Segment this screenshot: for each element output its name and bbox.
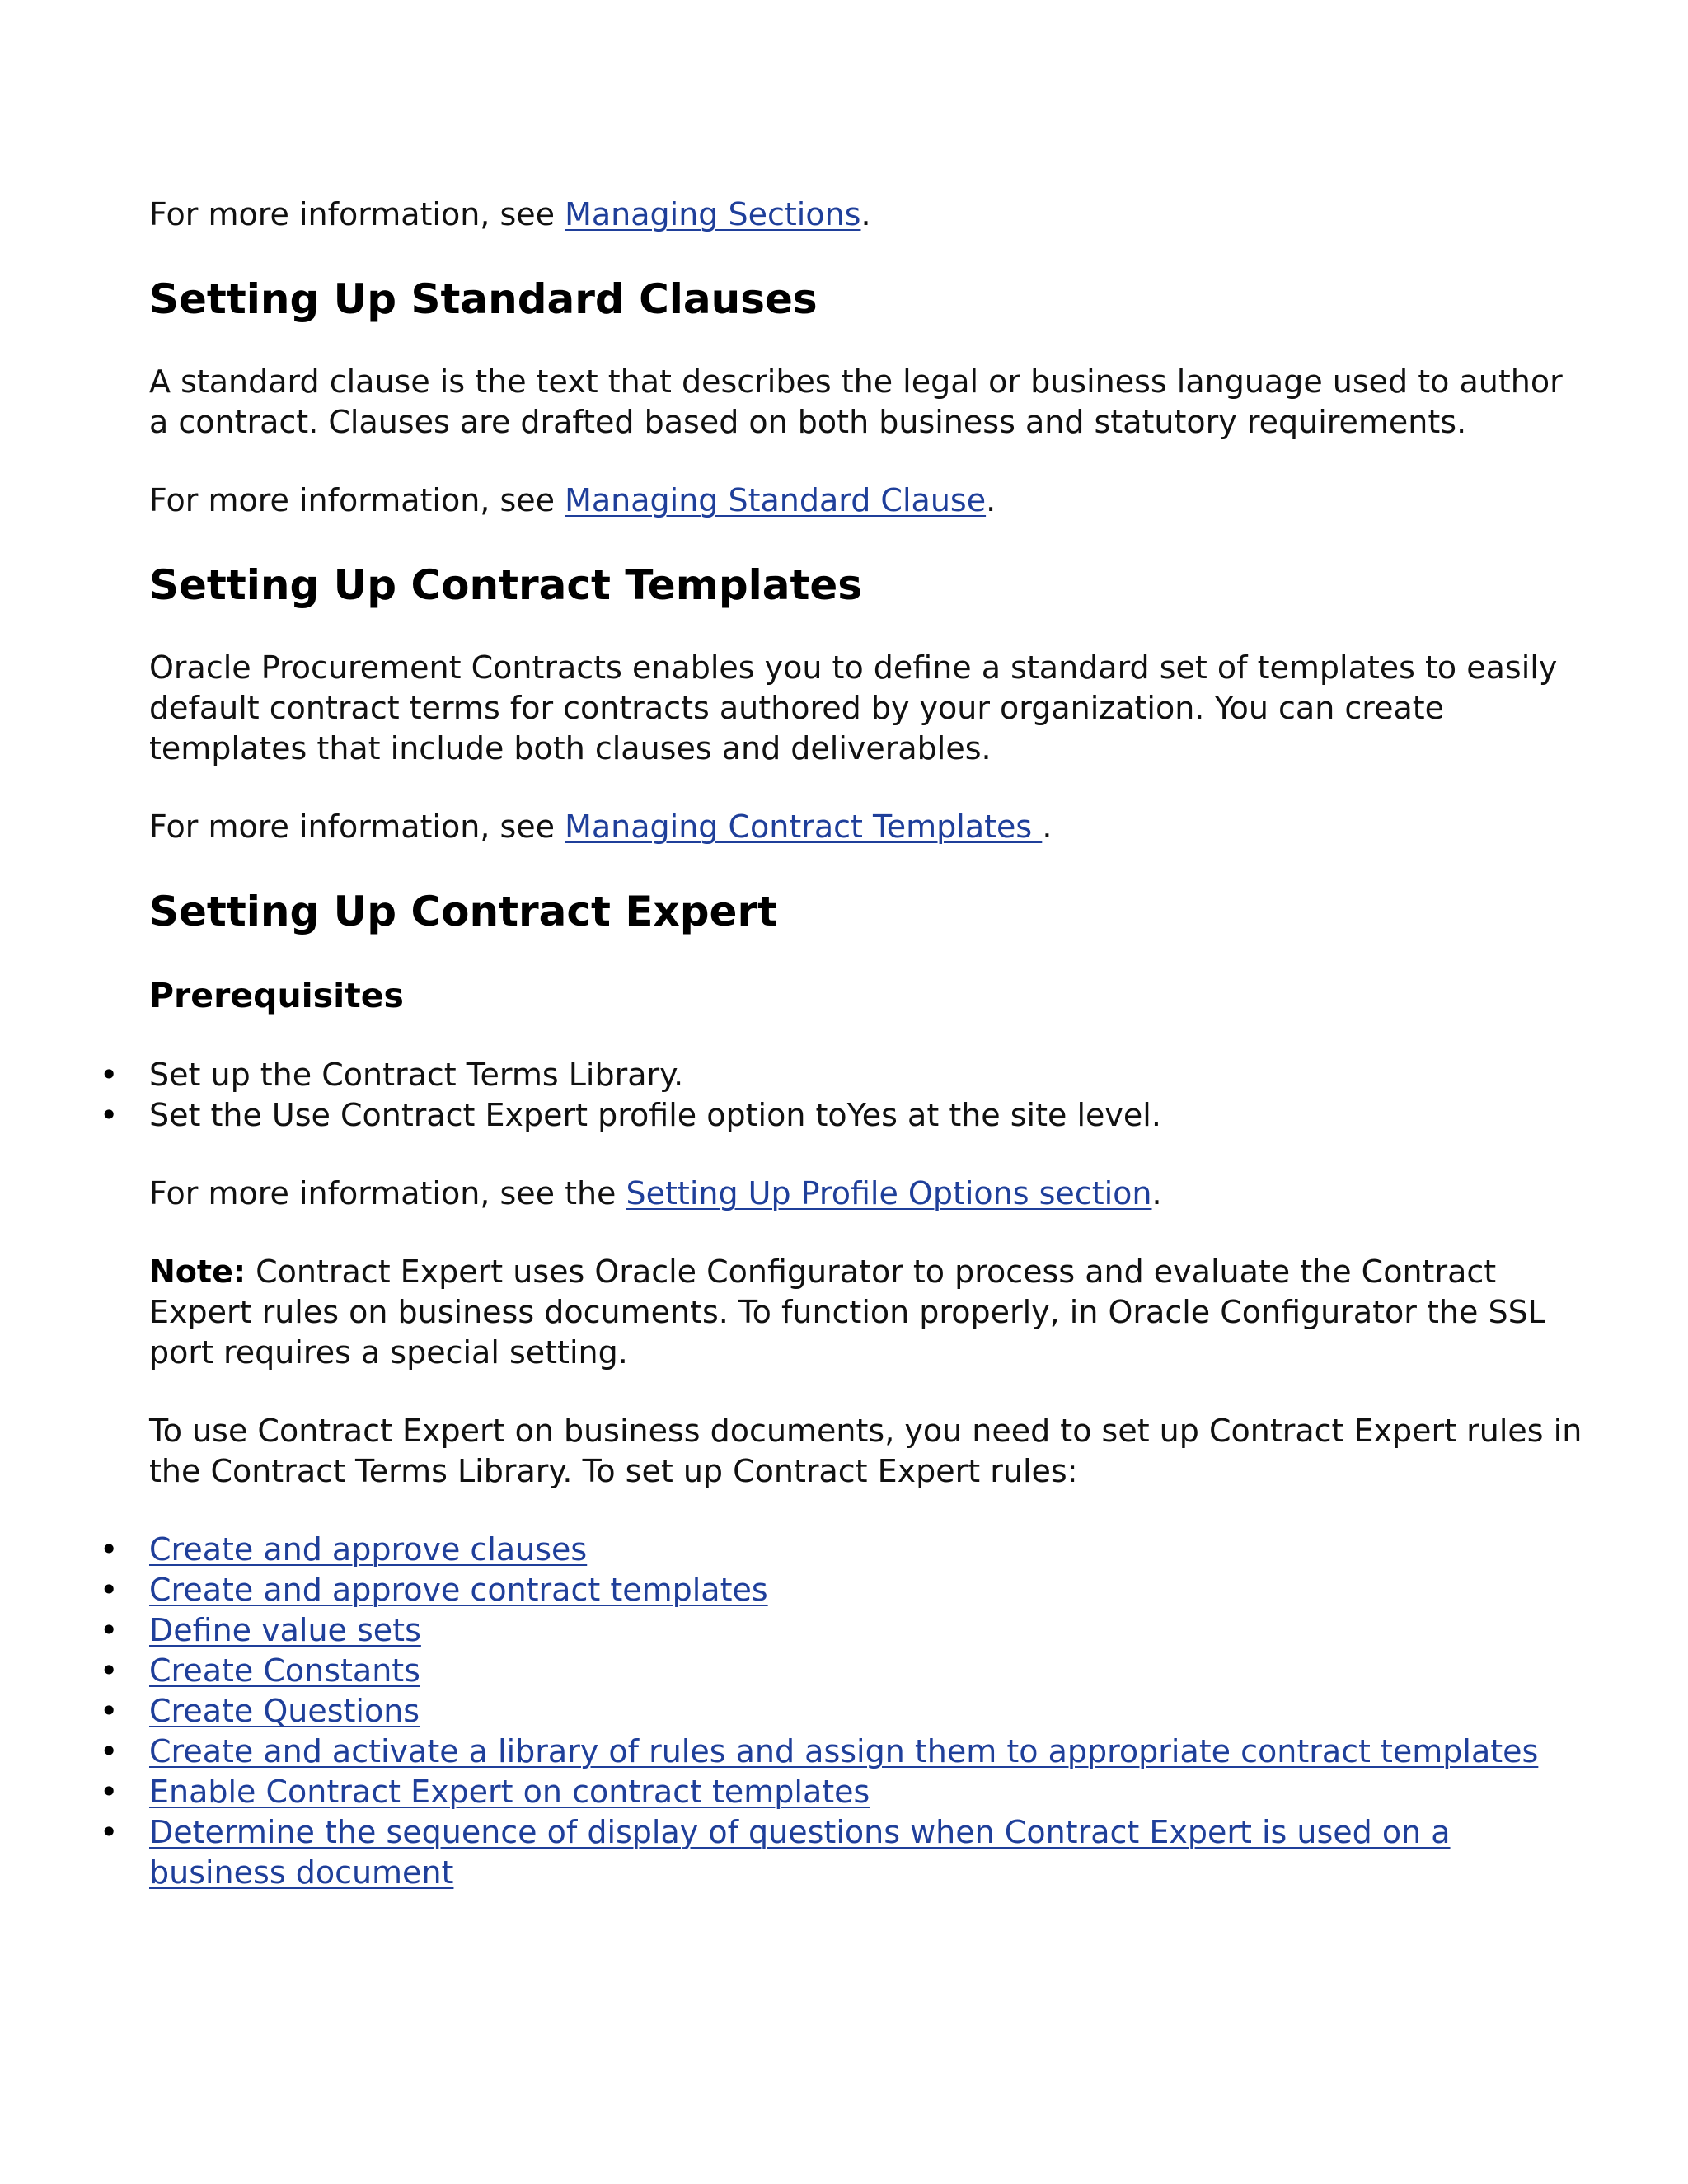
bullet-icon: • xyxy=(100,1612,119,1648)
managing-contract-templates-link[interactable]: Managing Contract Templates xyxy=(565,808,1043,845)
bullet-icon: • xyxy=(100,1572,119,1608)
contract-templates-more-info xyxy=(149,807,1583,847)
note-label: Note: xyxy=(149,1254,246,1290)
note-paragraph xyxy=(149,1252,1583,1373)
bullet-icon: • xyxy=(100,1057,119,1093)
rules-intro: To use Contract Expert on business documents, you need to set up Contract Expert rules in the Contract Terms Library. To set up Contract Expert rules: xyxy=(149,1413,1582,1489)
prerequisites-list xyxy=(100,1055,1583,1136)
rule-steps-list xyxy=(100,1530,1583,1893)
contract-expert-more-info xyxy=(149,1174,1583,1214)
managing-standard-clause-link[interactable]: Managing Standard Clause xyxy=(565,482,987,518)
standard-clauses-more-info-prefix: For more information, see xyxy=(149,482,565,518)
intro-more-info-prefix: For more information, see xyxy=(149,196,565,232)
prerequisite-text: Set up the Contract Terms Library. xyxy=(149,1057,684,1093)
contract-expert-more-info-suffix: . xyxy=(1151,1175,1162,1212)
list-item xyxy=(100,1691,1583,1732)
standard-clauses-more-info-suffix: . xyxy=(986,482,996,518)
list-item xyxy=(100,1055,1583,1095)
contract-templates-more-info-suffix: . xyxy=(1042,808,1053,845)
create-approve-clauses-link[interactable]: Create and approve clauses xyxy=(149,1531,588,1568)
list-item xyxy=(100,1812,1583,1893)
prerequisite-text: Set the Use Contract Expert profile option toYes at the site level. xyxy=(149,1097,1161,1133)
intro-more-info xyxy=(149,194,1583,235)
bullet-icon: • xyxy=(100,1097,119,1133)
setting-up-profile-options-link[interactable]: Setting Up Profile Options section xyxy=(626,1175,1152,1212)
list-item xyxy=(100,1095,1583,1136)
contract-templates-body: Oracle Procurement Contracts enables you to define a standard set of templates to easily default contract terms for contracts authored by your organization. You can create templates that include both clauses and deliverables. xyxy=(149,649,1558,766)
document-content xyxy=(100,194,1583,1893)
bullet-icon: • xyxy=(100,1733,119,1769)
question-sequence-link[interactable]: Determine the sequence of display of questions when Contract Expert is used on a business document xyxy=(149,1814,1451,1891)
intro-more-info-suffix: . xyxy=(860,196,871,232)
list-item xyxy=(100,1651,1583,1691)
bullet-icon: • xyxy=(100,1693,119,1729)
create-constants-link[interactable]: Create Constants xyxy=(149,1652,420,1689)
contract-expert-heading: Setting Up Contract Expert xyxy=(149,888,778,935)
bullet-icon: • xyxy=(100,1774,119,1810)
enable-contract-expert-link[interactable]: Enable Contract Expert on contract templates xyxy=(149,1774,870,1810)
contract-expert-more-info-prefix: For more information, see the xyxy=(149,1175,626,1212)
standard-clauses-more-info xyxy=(149,480,1583,521)
managing-sections-link[interactable]: Managing Sections xyxy=(565,196,861,232)
list-item xyxy=(100,1570,1583,1610)
contract-templates-more-info-prefix: For more information, see xyxy=(149,808,565,845)
note-text: Contract Expert uses Oracle Configurator to process and evaluate the Contract Expert rules on business documents. To function properly, in Oracle Configurator the SSL port requires a special setting. xyxy=(149,1254,1545,1371)
list-item xyxy=(100,1530,1583,1570)
create-approve-templates-link[interactable]: Create and approve contract templates xyxy=(149,1572,768,1608)
define-value-sets-link[interactable]: Define value sets xyxy=(149,1612,421,1648)
list-item xyxy=(100,1732,1583,1772)
contract-templates-heading: Setting Up Contract Templates xyxy=(149,561,863,609)
bullet-icon: • xyxy=(100,1814,119,1850)
prerequisites-subheading: Prerequisites xyxy=(149,976,404,1015)
create-activate-rules-link[interactable]: Create and activate a library of rules and assign them to appropriate contract templates xyxy=(149,1733,1539,1769)
standard-clauses-heading: Setting Up Standard Clauses xyxy=(149,275,818,323)
standard-clauses-body: A standard clause is the text that describes the legal or business language used to author a contract. Clauses are drafted based on both business and statutory requirements. xyxy=(149,363,1563,440)
create-questions-link[interactable]: Create Questions xyxy=(149,1693,420,1729)
bullet-icon: • xyxy=(100,1531,119,1568)
list-item xyxy=(100,1772,1583,1812)
list-item xyxy=(100,1610,1583,1651)
bullet-icon: • xyxy=(100,1652,119,1689)
